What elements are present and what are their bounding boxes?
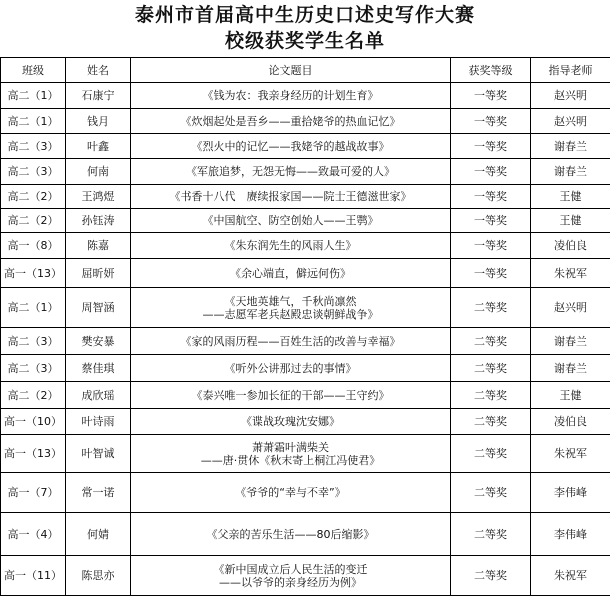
cell-class: 高二（3） <box>1 159 66 185</box>
cell-class: 高一（7） <box>1 473 66 513</box>
cell-class: 高二（1） <box>1 109 66 134</box>
cell-class: 高二（2） <box>1 382 66 409</box>
cell-class: 高二（1） <box>1 288 66 328</box>
cell-award: 一等奖 <box>451 209 531 233</box>
topic-line: 《新中国成立后人民生活的变迁 <box>213 562 368 576</box>
topic-line: 《书香十八代 赓续报家国——院士王德滋世家》 <box>169 190 412 203</box>
cell-teacher: 朱祝军 <box>531 556 610 596</box>
topic-line: 《爷爷的“幸与不幸”》 <box>235 486 346 499</box>
topic-line: 《中国航空、防空创始人——王鹗》 <box>202 214 379 227</box>
cell-topic <box>131 409 451 435</box>
cell-name: 樊安暴 <box>66 328 131 355</box>
cell-award: 二等奖 <box>451 328 531 355</box>
table-row <box>1 409 610 435</box>
cell-award: 二等奖 <box>451 435 531 473</box>
cell-teacher: 谢春兰 <box>531 134 610 159</box>
table-row <box>1 473 610 513</box>
cell-teacher: 朱祝军 <box>531 259 610 288</box>
cell-award: 一等奖 <box>451 185 531 209</box>
cell-name: 周智涵 <box>66 288 131 328</box>
table-row <box>1 382 610 409</box>
cell-teacher: 赵兴明 <box>531 83 610 109</box>
cell-topic <box>131 355 451 382</box>
cell-name: 陈思亦 <box>66 556 131 596</box>
topic-line: 《家的风雨历程——百姓生活的改善与幸福》 <box>180 334 401 348</box>
cell-teacher: 李伟峰 <box>531 473 610 513</box>
cell-topic <box>131 328 451 355</box>
table-row <box>1 159 610 185</box>
cell-name: 蔡佳琪 <box>66 355 131 382</box>
cell-class: 高一（8） <box>1 233 66 259</box>
cell-award: 二等奖 <box>451 288 531 328</box>
cell-name: 成欣瑶 <box>66 382 131 409</box>
cell-class: 高一（10） <box>1 409 66 435</box>
topic-line: 《余心端直，僻远何伤》 <box>230 266 351 280</box>
cell-teacher: 朱祝军 <box>531 435 610 473</box>
title-line-1: 泰州市首届高中生历史口述史写作大赛 <box>134 4 475 26</box>
cell-topic <box>131 83 451 109</box>
cell-class: 高二（3） <box>1 355 66 382</box>
cell-award: 一等奖 <box>451 259 531 288</box>
cell-topic <box>131 209 451 233</box>
table-row <box>1 134 610 159</box>
topic-line: 《听外公讲那过去的事情》 <box>224 361 357 375</box>
title-line-2: 校级获奖学生名单 <box>224 30 385 52</box>
cell-name: 王鸿煜 <box>66 185 131 209</box>
cell-award: 二等奖 <box>451 409 531 435</box>
table-row <box>1 109 610 134</box>
cell-award: 一等奖 <box>451 109 531 134</box>
cell-award: 一等奖 <box>451 134 531 159</box>
table-row <box>1 355 610 382</box>
header-topic: 论文题目 <box>131 58 451 83</box>
cell-class: 高一（11） <box>1 556 66 596</box>
cell-teacher: 谢春兰 <box>531 328 610 355</box>
cell-award: 一等奖 <box>451 159 531 185</box>
cell-name: 叶诗雨 <box>66 409 131 435</box>
cell-teacher: 赵兴明 <box>531 288 610 328</box>
cell-name: 陈嘉 <box>66 233 131 259</box>
award-table <box>0 57 610 596</box>
cell-award: 一等奖 <box>451 83 531 109</box>
topic-line: 萧萧霜叶满柴关 <box>252 440 329 454</box>
cell-topic <box>131 233 451 259</box>
cell-class: 高一（13） <box>1 259 66 288</box>
cell-topic <box>131 473 451 513</box>
cell-name: 屈昕妍 <box>66 259 131 288</box>
table-row <box>1 185 610 209</box>
cell-topic <box>131 382 451 409</box>
topic-line: ——志愿军老兵赵殿忠谈朝鲜战争》 <box>202 307 379 321</box>
topic-line: 《父亲的苦乐生活——80后缩影》 <box>206 527 375 541</box>
cell-topic <box>131 288 451 328</box>
cell-class: 高二（2） <box>1 185 66 209</box>
topic-line: 《烈火中的记忆——我姥爷的越战故事》 <box>191 139 390 153</box>
cell-name: 叶鑫 <box>66 134 131 159</box>
table-row <box>1 259 610 288</box>
topic-line: ——唐·贯休《秋末寄上桐江冯使君》 <box>200 453 381 467</box>
cell-name: 何婧 <box>66 513 131 556</box>
table-row <box>1 233 610 259</box>
header-class: 班级 <box>1 58 66 83</box>
cell-name: 石康宁 <box>66 83 131 109</box>
cell-class: 高一（13） <box>1 435 66 473</box>
cell-class: 高二（1） <box>1 83 66 109</box>
cell-award: 二等奖 <box>451 556 531 596</box>
cell-teacher: 赵兴明 <box>531 109 610 134</box>
cell-name: 叶智诚 <box>66 435 131 473</box>
header-award: 获奖等级 <box>451 58 531 83</box>
cell-teacher: 李伟峰 <box>531 513 610 556</box>
header-teacher: 指导老师 <box>531 58 610 83</box>
cell-name: 钱月 <box>66 109 131 134</box>
cell-topic <box>131 259 451 288</box>
table-row <box>1 83 610 109</box>
cell-award: 二等奖 <box>451 513 531 556</box>
cell-class: 高一（4） <box>1 513 66 556</box>
cell-class: 高二（3） <box>1 134 66 159</box>
cell-name: 何南 <box>66 159 131 185</box>
topic-line: 《军旅追梦，无怨无悔——致最可爱的人》 <box>186 165 395 178</box>
table-row <box>1 209 610 233</box>
table-row <box>1 556 610 596</box>
header-name: 姓名 <box>66 58 131 83</box>
cell-topic <box>131 556 451 596</box>
cell-award: 二等奖 <box>451 355 531 382</box>
cell-topic <box>131 109 451 134</box>
cell-teacher: 谢春兰 <box>531 355 610 382</box>
topic-line: 《天地英雄气，千秋尚凛然 <box>224 294 357 308</box>
topic-line: 《钱为农：我亲身经历的计划生育》 <box>202 89 379 102</box>
topic-line: 《谍战玫瑰沈安娜》 <box>241 415 340 428</box>
cell-teacher: 谢春兰 <box>531 159 610 185</box>
cell-name: 常一诺 <box>66 473 131 513</box>
topic-line: 《泰兴唯一参加长征的干部——王守约》 <box>191 388 390 402</box>
table-row <box>1 435 610 473</box>
cell-topic <box>131 435 451 473</box>
cell-teacher: 王健 <box>531 209 610 233</box>
cell-teacher: 凌伯良 <box>531 409 610 435</box>
cell-teacher: 王健 <box>531 185 610 209</box>
cell-award: 二等奖 <box>451 473 531 513</box>
table-row <box>1 513 610 556</box>
title-block <box>0 0 610 57</box>
cell-award: 二等奖 <box>451 382 531 409</box>
topic-line: 《炊烟起处是吾乡——重拾姥爷的热血记忆》 <box>180 114 401 128</box>
cell-name: 孙钰涛 <box>66 209 131 233</box>
cell-topic <box>131 513 451 556</box>
table-row <box>1 328 610 355</box>
cell-topic <box>131 185 451 209</box>
cell-class: 高二（2） <box>1 209 66 233</box>
table-body <box>1 83 610 596</box>
topic-line: ——以爷爷的亲身经历为例》 <box>219 575 362 589</box>
cell-award: 一等奖 <box>451 233 531 259</box>
cell-topic <box>131 159 451 185</box>
cell-topic <box>131 134 451 159</box>
cell-class: 高二（3） <box>1 328 66 355</box>
cell-teacher: 王健 <box>531 382 610 409</box>
topic-line: 《朱东润先生的风雨人生》 <box>224 239 357 252</box>
cell-teacher: 凌伯良 <box>531 233 610 259</box>
table-row <box>1 288 610 328</box>
header-row <box>1 58 610 83</box>
